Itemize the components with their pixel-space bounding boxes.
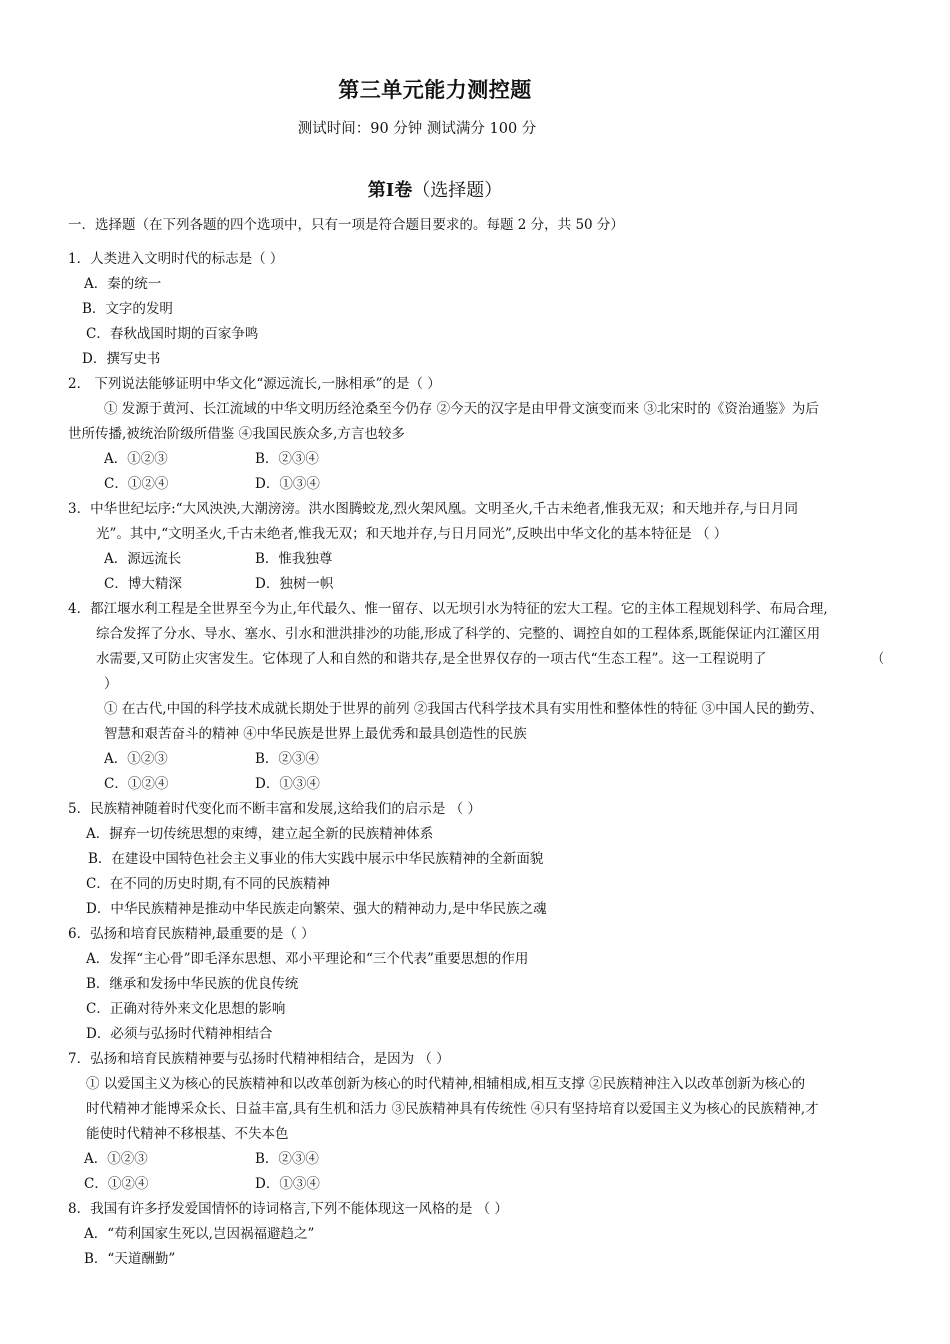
q7-option-d: D．①③④ <box>255 1176 320 1192</box>
q4-stem-paren-open: （ <box>872 651 885 667</box>
section-title-rest: （选择题） <box>412 180 503 201</box>
q2-option-a: A．①②③ <box>104 451 168 467</box>
instructions: 一．选择题（在下列各题的四个选项中，只有一项是符合题目要求的。每题 2 分，共 50 分） <box>68 217 624 233</box>
test-info: 测试时间：90 分钟 测试满分 100 分 <box>297 121 537 137</box>
q1-option-d: D．撰写史书 <box>82 351 161 367</box>
page-title: 第三单元能力测控题 <box>338 77 532 102</box>
q5-stem: 5．民族精神随着时代变化而不断丰富和发展,这给我们的启示是 （ ） <box>68 801 481 817</box>
q7-option-b: B．②③④ <box>255 1151 319 1167</box>
section-title-bold: 第Ⅰ卷 <box>367 180 413 201</box>
q4-option-a: A．①②③ <box>104 751 168 767</box>
q3-option-b: B．惟我独尊 <box>255 551 333 567</box>
q7-items-line1: ① 以爱国主义为核心的民族精神和以改革创新为核心的时代精神,相辅相成,相互支撑 ②民族精神注入以改革创新为核心的 <box>86 1076 806 1092</box>
q8-option-a: A．“苟利国家生死以,岂因祸福避趋之” <box>84 1226 315 1242</box>
q2-option-d: D．①③④ <box>255 476 320 492</box>
q1-option-c: C．春秋战国时期的百家争鸣 <box>86 326 259 342</box>
q4-option-c: C．①②④ <box>104 776 169 792</box>
q3-option-c: C．博大精深 <box>104 576 182 592</box>
q7-items-line2: 时代精神才能博采众长、日益丰富,具有生机和活力 ③民族精神具有传统性 ④只有坚持培育以爱国主义为核心的民族精神,才 <box>86 1101 819 1117</box>
q4-option-d: D．①③④ <box>255 776 320 792</box>
q3-stem-line2: 光”。其中,“文明圣火,千古未绝者,惟我无双；和天地并存,与日月同光”,反映出中华文化的基本特征是 （ ） <box>96 526 728 542</box>
q1-stem: 1．人类进入文明时代的标志是（ ） <box>68 251 284 267</box>
q1-option-a: A．秦的统一 <box>84 276 162 292</box>
q2-items-line2: 世所传播,被统治阶级所借鉴 ④我国民族众多,方言也较多 <box>68 426 405 442</box>
q5-option-a: A．摒弃一切传统思想的束缚，建立起全新的民族精神体系 <box>86 826 434 842</box>
q4-stem-line2: 综合发挥了分水、导水、塞水、引水和泄洪排沙的功能,形成了科学的、完整的、调控自如的工程体系,既能保证内江灌区用 <box>96 626 821 642</box>
q5-option-d: D．中华民族精神是推动中华民族走向繁荣、强大的精神动力,是中华民族之魂 <box>86 901 547 917</box>
q4-items-line1: ① 在古代,中国的科学技术成就长期处于世界的前列 ②我国古代科学技术具有实用性和整体性的特征 ③中国人民的勤劳、 <box>104 701 824 717</box>
q2-option-b: B．②③④ <box>255 451 319 467</box>
q6-option-d: D．必须与弘扬时代精神相结合 <box>86 1026 273 1042</box>
q5-option-b: B．在建设中国特色社会主义事业的伟大实践中展示中华民族精神的全新面貌 <box>88 851 544 867</box>
q4-stem-line1: 4．都江堰水利工程是全世界至今为止,年代最久、惟一留存、以无坝引水为特征的宏大工程。它的主体工程规划科学、布局合理, <box>68 601 828 617</box>
q3-option-a: A．源远流长 <box>104 551 182 567</box>
q2-stem: 2． 下列说法能够证明中华文化“源远流长,一脉相承”的是（ ） <box>68 376 441 392</box>
q4-stem-line3: 水需要,又可防止灾害发生。它体现了人和自然的和谐共存,是全世界仅存的一项古代“生态工程”。这一工程说明了 <box>96 651 767 667</box>
q4-option-b: B．②③④ <box>255 751 319 767</box>
q3-option-d: D．独树一帜 <box>255 576 334 592</box>
q5-option-c: C．在不同的历史时期,有不同的民族精神 <box>86 876 331 892</box>
q2-option-c: C．①②④ <box>104 476 169 492</box>
q7-items-line3: 能使时代精神不移根基、不失本色 <box>86 1126 289 1142</box>
q6-option-a: A．发挥“主心骨”即毛泽东思想、邓小平理论和“三个代表”重要思想的作用 <box>86 951 529 967</box>
q8-option-b: B．“天道酬勤” <box>84 1251 176 1267</box>
q3-stem-line1: 3．中华世纪坛序:“大风泱泱,大潮滂滂。洪水图腾蛟龙,烈火架风凰。文明圣火,千古未绝者,惟我无双；和天地并存,与日月同 <box>68 501 798 517</box>
q4-items-line2: 智慧和艰苦奋斗的精神 ④中华民族是世界上最优秀和最具创造性的民族 <box>104 726 527 742</box>
q6-option-c: C．正确对待外来文化思想的影响 <box>86 1001 286 1017</box>
q6-stem: 6．弘扬和培育民族精神,最重要的是（ ） <box>68 926 315 942</box>
q7-option-c: C．①②④ <box>84 1176 149 1192</box>
q1-option-b: B．文字的发明 <box>82 301 173 317</box>
q7-option-a: A．①②③ <box>84 1151 148 1167</box>
section-title <box>0 176 870 202</box>
q8-stem: 8．我国有许多抒发爱国情怀的诗词格言,下列不能体现这一风格的是 （ ） <box>68 1201 508 1217</box>
q4-stem-paren-close: ） <box>104 676 118 692</box>
q7-stem: 7．弘扬和培育民族精神要与弘扬时代精神相结合，是因为 （ ） <box>68 1051 450 1067</box>
q6-option-b: B．继承和发扬中华民族的优良传统 <box>86 976 299 992</box>
q2-items-line1: ① 发源于黄河、长江流域的中华文明历经沧桑至今仍存 ②今天的汉字是由甲骨文演变而来 ③北宋时的《资治通鉴》为后 <box>104 401 819 417</box>
